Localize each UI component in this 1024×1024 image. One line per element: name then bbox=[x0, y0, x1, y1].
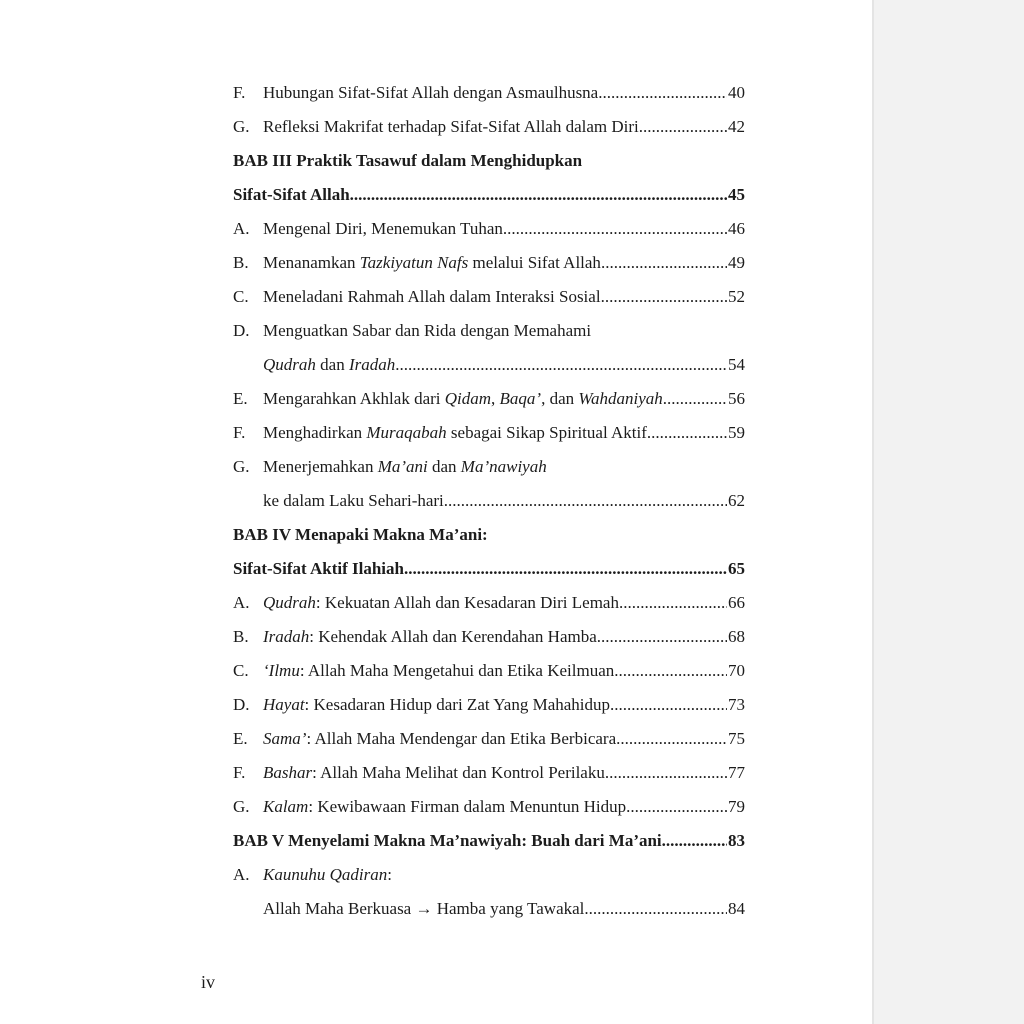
italic-term: Qidam bbox=[444, 389, 492, 408]
title-text: : Kewibawaan Firman dalam Menuntun Hidup bbox=[308, 797, 627, 816]
toc-entry-title bbox=[233, 78, 598, 108]
section-letter: A. bbox=[233, 219, 250, 238]
title-text: : Kekuatan Allah dan Kesadaran Diri Lemah bbox=[315, 593, 619, 612]
title-text: Mengenal Diri, Menemukan Tuhan bbox=[263, 219, 503, 238]
dot-leader bbox=[619, 588, 727, 618]
section-letter: B. bbox=[233, 253, 249, 272]
toc-entry-title bbox=[233, 316, 591, 346]
toc-entry bbox=[233, 894, 745, 928]
page-number: 70 bbox=[728, 661, 745, 680]
section-letter: F. bbox=[233, 83, 246, 102]
title-text: dan bbox=[315, 355, 349, 374]
section-letter: D. bbox=[233, 321, 250, 340]
section-letter: A. bbox=[233, 593, 250, 612]
dot-leader bbox=[350, 180, 727, 210]
toc-entry-title bbox=[233, 622, 597, 652]
title-text: : bbox=[387, 865, 392, 884]
title-text: : Allah Maha Mendengar dan Etika Berbicara bbox=[306, 729, 617, 748]
chapter-title: Sifat-Sifat Aktif Ilahiah bbox=[233, 559, 404, 578]
toc-entry bbox=[233, 384, 745, 418]
toc-entry bbox=[233, 418, 745, 452]
page-number: 46 bbox=[728, 219, 745, 238]
toc-entry bbox=[233, 724, 745, 758]
italic-term: Muraqabah bbox=[366, 423, 447, 442]
section-letter: F. bbox=[233, 763, 246, 782]
italic-term: Bashar bbox=[263, 763, 313, 782]
section-letter: B. bbox=[233, 627, 249, 646]
toc-entry bbox=[233, 452, 745, 486]
toc-entry-title bbox=[233, 452, 547, 482]
title-text: Menerjemahkan bbox=[263, 457, 378, 476]
italic-term: ‘Ilmu bbox=[263, 661, 300, 680]
toc-chapter-heading bbox=[233, 146, 745, 180]
section-letter: G. bbox=[233, 117, 250, 136]
dot-leader bbox=[395, 350, 727, 380]
dot-leader bbox=[610, 690, 727, 720]
page-number: 54 bbox=[728, 355, 745, 374]
page-number: 45 bbox=[728, 185, 745, 204]
title-text: Hubungan Sifat-Sifat Allah dengan Asmaulhusna bbox=[263, 83, 599, 102]
page-folio: iv bbox=[201, 972, 216, 992]
toc-entry-title bbox=[233, 112, 639, 142]
toc-entry bbox=[233, 350, 745, 384]
dot-leader bbox=[601, 248, 727, 278]
italic-term: Hayat bbox=[263, 695, 305, 714]
dot-leader bbox=[601, 282, 727, 312]
toc-entry-title bbox=[233, 690, 610, 720]
italic-term: Iradah bbox=[348, 355, 396, 374]
toc-entry bbox=[233, 486, 745, 520]
italic-term: Qudrah bbox=[263, 355, 316, 374]
title-text: Menguatkan Sabar dan Rida dengan Memahami bbox=[263, 321, 592, 340]
dot-leader bbox=[605, 758, 727, 788]
title-text: : Allah Maha Melihat dan Kontrol Perilaku bbox=[312, 763, 605, 782]
toc-chapter-heading bbox=[233, 520, 745, 554]
dot-leader bbox=[584, 894, 727, 924]
dot-leader bbox=[616, 724, 727, 754]
dot-leader bbox=[639, 112, 727, 142]
toc-entry bbox=[233, 78, 745, 112]
section-letter: D. bbox=[233, 695, 250, 714]
section-letter: F. bbox=[233, 423, 246, 442]
italic-term: Ma’nawiyah bbox=[460, 457, 547, 476]
toc-entry bbox=[233, 316, 745, 350]
page-number: 68 bbox=[728, 627, 745, 646]
toc-entry-title bbox=[233, 588, 619, 618]
italic-term: Kaunuhu Qadiran bbox=[263, 865, 388, 884]
section-letter: A. bbox=[233, 865, 250, 884]
toc-entry bbox=[233, 112, 745, 146]
toc-entry-title bbox=[233, 656, 614, 686]
toc-entry bbox=[233, 622, 745, 656]
italic-term: Iradah bbox=[263, 627, 310, 646]
page-edge bbox=[872, 0, 874, 1024]
page-number: 52 bbox=[728, 287, 745, 306]
toc-entry-title bbox=[233, 248, 601, 278]
toc-entry bbox=[233, 690, 745, 724]
toc-entry-title bbox=[233, 826, 662, 856]
chapter-title: BAB III Praktik Tasawuf dalam Menghidupkan bbox=[233, 151, 583, 170]
chapter-title: BAB IV Menapaki Makna Ma’ani: bbox=[233, 525, 488, 544]
dot-leader bbox=[444, 486, 727, 516]
toc-entry-title bbox=[233, 792, 626, 822]
title-text: Allah Maha Berkuasa → Hamba yang Tawakal bbox=[263, 899, 585, 918]
page-number: 79 bbox=[728, 797, 745, 816]
page-number: 40 bbox=[728, 83, 745, 102]
page-number: 49 bbox=[728, 253, 745, 272]
title-text: Menghadirkan bbox=[263, 423, 367, 442]
title-text: Meneladani Rahmah Allah dalam Interaksi Sosial bbox=[263, 287, 601, 306]
toc-entry-title bbox=[233, 758, 605, 788]
section-letter: E. bbox=[233, 729, 248, 748]
title-text: sebagai Sikap Spiritual Aktif bbox=[446, 423, 647, 442]
section-letter: G. bbox=[233, 457, 250, 476]
toc-entry-title bbox=[233, 214, 503, 244]
toc-entry bbox=[233, 860, 745, 894]
page-number: 73 bbox=[728, 695, 745, 714]
table-of-contents bbox=[233, 78, 745, 928]
page-number: 66 bbox=[728, 593, 745, 612]
title-text: Menanamkan bbox=[263, 253, 360, 272]
italic-term: Sama’ bbox=[263, 729, 307, 748]
page-number: 59 bbox=[728, 423, 745, 442]
dot-leader bbox=[503, 214, 727, 244]
dot-leader bbox=[626, 792, 727, 822]
title-text: melalui Sifat Allah bbox=[468, 253, 601, 272]
italic-term: Baqa’ bbox=[499, 389, 542, 408]
title-text: : Kehendak Allah dan Kerendahan Hamba bbox=[309, 627, 597, 646]
dot-leader bbox=[647, 418, 727, 448]
dot-leader bbox=[662, 826, 727, 856]
toc-entry bbox=[233, 792, 745, 826]
toc-entry-title bbox=[233, 180, 350, 210]
italic-term: Tazkiyatun Nafs bbox=[359, 253, 469, 272]
toc-entry-title bbox=[233, 282, 601, 312]
title-text: , bbox=[491, 389, 500, 408]
title-text: : Allah Maha Mengetahui dan Etika Keilmuan bbox=[299, 661, 615, 680]
page-number: 83 bbox=[728, 831, 745, 850]
title-text: dan bbox=[427, 457, 461, 476]
italic-term: Ma’ani bbox=[377, 457, 428, 476]
page-number: 84 bbox=[728, 899, 745, 918]
toc-entry-title bbox=[233, 350, 395, 380]
title-text: Mengarahkan Akhlak dari bbox=[263, 389, 445, 408]
italic-term: Kalam bbox=[263, 797, 309, 816]
toc-entry-title bbox=[233, 860, 392, 890]
toc-entry bbox=[233, 248, 745, 282]
section-letter: E. bbox=[233, 389, 248, 408]
chapter-title: Sifat-Sifat Allah bbox=[233, 185, 350, 204]
toc-chapter-heading bbox=[233, 554, 745, 588]
toc-entry-title bbox=[233, 418, 647, 448]
page-number: 42 bbox=[728, 117, 745, 136]
italic-term: Qudrah bbox=[263, 593, 316, 612]
toc-chapter-heading bbox=[233, 180, 745, 214]
dot-leader bbox=[598, 78, 727, 108]
toc-entry-title bbox=[233, 724, 616, 754]
dot-leader bbox=[614, 656, 727, 686]
toc-entry-title bbox=[233, 486, 444, 516]
section-letter: C. bbox=[233, 287, 249, 306]
page-number: 77 bbox=[728, 763, 745, 782]
toc-entry-title bbox=[233, 146, 582, 176]
toc-entry bbox=[233, 758, 745, 792]
section-letter: C. bbox=[233, 661, 249, 680]
toc-entry bbox=[233, 214, 745, 248]
dot-leader bbox=[597, 622, 727, 652]
page-number: 56 bbox=[728, 389, 745, 408]
page-number: 62 bbox=[728, 491, 745, 510]
title-text: ke dalam Laku Sehari-hari bbox=[263, 491, 444, 510]
title-text: : Kesadaran Hidup dari Zat Yang Mahahidup bbox=[304, 695, 611, 714]
page-number: 65 bbox=[728, 559, 745, 578]
title-text: Refleksi Makrifat terhadap Sifat-Sifat Allah dalam Diri bbox=[263, 117, 639, 136]
toc-chapter-heading bbox=[233, 826, 745, 860]
toc-entry bbox=[233, 588, 745, 622]
title-text: , dan bbox=[541, 389, 579, 408]
section-letter: G. bbox=[233, 797, 250, 816]
chapter-title: BAB V Menyelami Makna Ma’nawiyah: Buah dari Ma’ani bbox=[233, 831, 662, 850]
page-number: 75 bbox=[728, 729, 745, 748]
toc-entry bbox=[233, 656, 745, 690]
toc-entry bbox=[233, 282, 745, 316]
toc-entry-title bbox=[233, 554, 404, 584]
dot-leader bbox=[663, 384, 727, 414]
toc-entry-title bbox=[233, 894, 584, 924]
dot-leader bbox=[404, 554, 727, 584]
toc-entry-title bbox=[233, 520, 488, 550]
toc-entry-title bbox=[233, 384, 663, 414]
italic-term: Wahdaniyah bbox=[578, 389, 663, 408]
